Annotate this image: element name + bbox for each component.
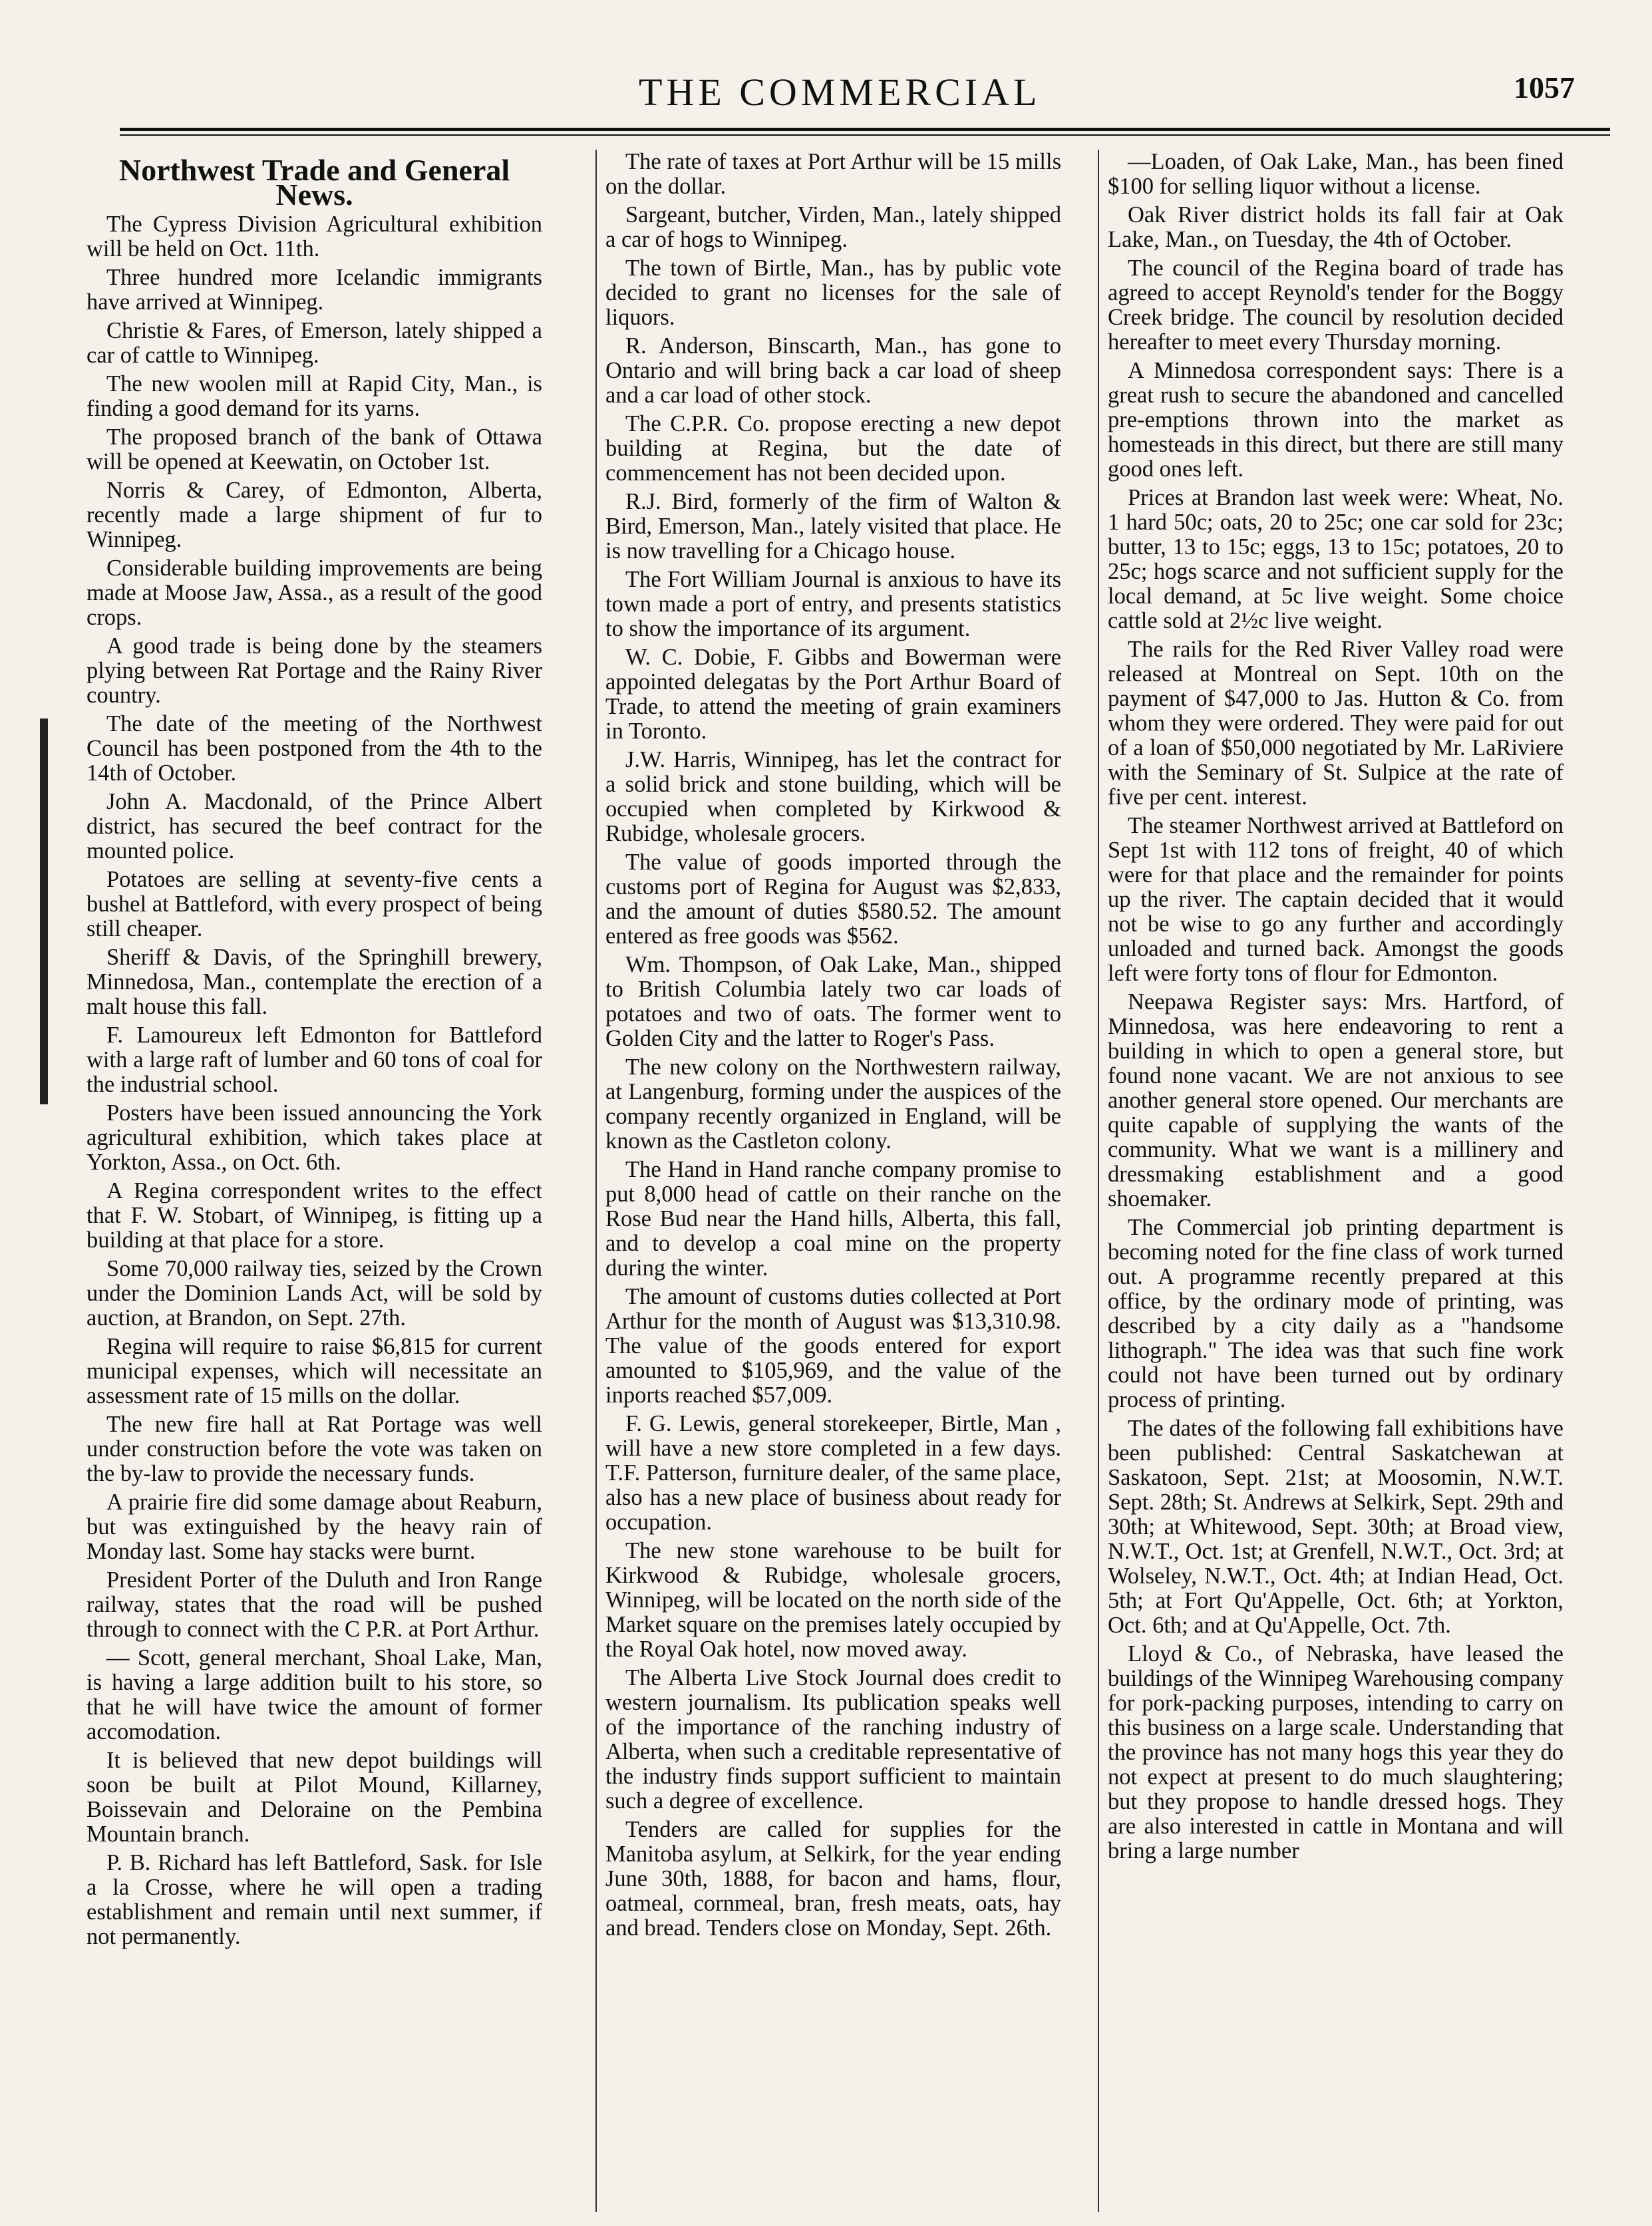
news-item: Considerable building improvements are being made at Moose Jaw, Assa., as a result of the good crops. xyxy=(86,556,542,630)
masthead xyxy=(0,0,1652,133)
news-item: Neepawa Register says: Mrs. Hartford, of Minnedosa, was here endeavoring to rent a building in which to open a general store, but found none vacant. We are not anxious to see another general store opened. Our merchants are quite capable of supplying the wants of the community. What we want is a millinery and dressmaking establishment and a good shoemaker. xyxy=(1108,989,1564,1211)
news-item: The value of goods imported through the customs port of Regina for August was $2,833, and the amount of duties $580.52. The amount entered as free goods was $562. xyxy=(605,850,1061,949)
news-item: President Porter of the Duluth and Iron Range railway, states that the road will be pushed through to connect with the C P.R. at Port Arthur. xyxy=(86,1567,542,1642)
news-item: R.J. Bird, formerly of the firm of Walton & Bird, Emerson, Man., lately visited that place. He is now travelling for a Chicago house. xyxy=(605,489,1061,563)
news-item: Tenders are called for supplies for the Manitoba asylum, at Selkirk, for the year ending June 30th, 1888, for bacon and hams, flour, oatmeal, cornmeal, bran, fresh meats, oats, hay and bread. Tenders close on Monday, Sept. 26th. xyxy=(605,1817,1061,1941)
news-item: The dates of the following fall exhibitions have been published: Central Saskatchewan at Saskatoon, Sept. 21st; at Moosomin, N.W.T. Sept. 28th; St. Andrews at Selkirk, Sept. 29th and 30th; at Whitewood, Sept. 30th; at Broad view, N.W.T., Oct. 1st; at Grenfell, N.W.T., Oct. 3rd; at Wolseley, N.W.T., Oct. 4th; at Indian Head, Oct. 5th; at Fort Qu'Appelle, Oct. 6th; at Yorkton, Oct. 6th; and at Qu'Appelle, Oct. 7th. xyxy=(1108,1416,1564,1638)
news-item: F. Lamoureux left Edmonton for Battleford with a large raft of lumber and 60 tons of coal for the industrial school. xyxy=(86,1023,542,1097)
news-item: The council of the Regina board of trade has agreed to accept Reynold's tender for the Boggy Creek bridge. The council by resolution decided hereafter to meet every Thursday morning. xyxy=(1108,255,1564,355)
news-item: Norris & Carey, of Edmonton, Alberta, recently made a large shipment of fur to Winnipeg. xyxy=(86,478,542,552)
news-item: —Loaden, of Oak Lake, Man., has been fined $100 for selling liquor without a license. xyxy=(1108,150,1564,199)
news-item: John A. Macdonald, of the Prince Albert district, has secured the beef contract for the mounted police. xyxy=(86,789,542,864)
newspaper-title: THE COMMERCIAL xyxy=(639,71,1041,114)
news-item: R. Anderson, Binscarth, Man., has gone to Ontario and will bring back a car load of sheep and a car load of other stock. xyxy=(605,333,1061,408)
news-item: The new colony on the Northwestern railway, at Langenburg, forming under the auspices of the company recently organized in England, will be known as the Castleton colony. xyxy=(605,1054,1061,1154)
column-divider xyxy=(1098,150,1099,2212)
page-number: 1057 xyxy=(1514,71,1575,104)
section-heading: Northwest Trade and General News. xyxy=(118,153,510,212)
news-item: Potatoes are selling at seventy-five cents a bushel at Battleford, with every prospect of being still cheaper. xyxy=(86,867,542,941)
news-item: Oak River district holds its fall fair at Oak Lake, Man., on Tuesday, the 4th of October. xyxy=(1108,202,1564,252)
news-item: Prices at Brandon last week were: Wheat, No. 1 hard 50c; oats, 20 to 25c; one car sold for 23c; butter, 13 to 15c; eggs, 13 to 15c; potatoes, 20 to 25c; hogs scarce and not sufficient supply for the local demand, at 5c live weight. Some choice cattle sold at 2½c live weight. xyxy=(1108,485,1564,633)
news-item: The new stone warehouse to be built for Kirkwood & Rubidge, wholesale grocers, Winnipeg, will be located on the north side of the Market square on the premises lately occupied by the Royal Oak hotel, now moved away. xyxy=(605,1538,1061,1662)
news-item: A Regina correspondent writes to the effect that F. W. Stobart, of Winnipeg, is fitting up a building at that place for a store. xyxy=(86,1178,542,1253)
news-item: The rails for the Red River Valley road were released at Montreal on Sept. 10th on the payment of $47,000 to Jas. Hutton & Co. from whom they were ordered. They were paid for out of a loan of $50,000 negotiated by Mr. LaRiviere with the Seminary of St. Sulpice at the rate of five per cent. interest. xyxy=(1108,637,1564,810)
news-item: Lloyd & Co., of Nebraska, have leased the buildings of the Winnipeg Warehousing company for pork-packing purposes, intending to carry on this business on a large scale. Understanding that the province has not many hogs this year they do not expect at present to do much slaughtering; but they propose to handle dressed hogs. They are also interested in cattle in Montana and will bring a large number xyxy=(1108,1641,1564,1863)
news-item: The proposed branch of the bank of Ottawa will be opened at Keewatin, on October 1st. xyxy=(86,424,542,474)
news-item: The Hand in Hand ranche company promise to put 8,000 head of cattle on their ranche on the Rose Bud near the Hand hills, Alberta, this fall, and to develop a coal mine on the property during the winter. xyxy=(605,1157,1061,1281)
column-3 xyxy=(1108,150,1564,2212)
news-item: The date of the meeting of the Northwest Council has been postponed from the 4th to the 14th of October. xyxy=(86,711,542,786)
news-item: The Commercial job printing department is becoming noted for the fine class of work turned out. A programme recently prepared at this office, by the ordinary mode of printing, was described by a city daily as a "handsome lithograph." The idea was that such fine work could not have been turned out by ordinary process of printing. xyxy=(1108,1215,1564,1412)
masthead-rule-thick xyxy=(120,128,1610,131)
column-2 xyxy=(605,150,1061,2212)
news-item: The Fort William Journal is anxious to have its town made a port of entry, and presents statistics to show the importance of its argument. xyxy=(605,567,1061,641)
news-item: Sargeant, butcher, Virden, Man., lately shipped a car of hogs to Winnipeg. xyxy=(605,202,1061,252)
news-item: A Minnedosa correspondent says: There is a great rush to secure the abandoned and cancelled pre-emptions thrown into the market as homesteads in this direct, but there are still many good ones left. xyxy=(1108,358,1564,482)
news-item: F. G. Lewis, general storekeeper, Birtle, Man , will have a new store completed in a few days. T.F. Patterson, furniture dealer, of the same place, also has a new place of business about ready for occupation. xyxy=(605,1411,1061,1535)
news-item: The new woolen mill at Rapid City, Man., is finding a good demand for its yarns. xyxy=(86,371,542,421)
column-1-body xyxy=(86,212,542,1949)
column-3-body xyxy=(1108,150,1564,1863)
news-item: The steamer Northwest arrived at Battleford on Sept 1st with 112 tons of freight, 40 of which were for that place and the remainder for points up the river. The captain decided that it would not be wise to go any further and accordingly unloaded and turned back. Amongst the goods left were forty tons of flour for Edmonton. xyxy=(1108,813,1564,986)
news-item: Regina will require to raise $6,815 for current municipal expenses, which will necessitate an assessment rate of 15 mills on the dollar. xyxy=(86,1334,542,1408)
news-item: It is believed that new depot buildings will soon be built at Pilot Mound, Killarney, Boissevain and Deloraine on the Pembina Mountain branch. xyxy=(86,1748,542,1847)
news-item: The Alberta Live Stock Journal does credit to western journalism. Its publication speaks well of the importance of the ranching industry of Alberta, when such a creditable representative of the industry finds support sufficient to maintain such a degree of excellence. xyxy=(605,1665,1061,1814)
news-item: Posters have been issued announcing the York agricultural exhibition, which takes place at Yorkton, Assa., on Oct. 6th. xyxy=(86,1100,542,1175)
news-item: The C.P.R. Co. propose erecting a new depot building at Regina, but the date of commencement has not been decided upon. xyxy=(605,411,1061,486)
column-divider xyxy=(595,150,597,2212)
news-item: Sheriff & Davis, of the Springhill brewery, Minnedosa, Man., contemplate the erection of a malt house this fall. xyxy=(86,945,542,1019)
news-item: J.W. Harris, Winnipeg, has let the contract for a solid brick and stone building, which will be occupied when completed by Kirkwood & Rubidge, wholesale grocers. xyxy=(605,747,1061,846)
column-1 xyxy=(86,150,542,2212)
margin-scan-mark xyxy=(40,718,48,1104)
news-item: The new fire hall at Rat Portage was well under construction before the vote was taken on the by-law to provide the necessary funds. xyxy=(86,1412,542,1486)
news-item: The rate of taxes at Port Arthur will be 15 mills on the dollar. xyxy=(605,150,1061,199)
news-item: W. C. Dobie, F. Gibbs and Bowerman were appointed delegatas by the Port Arthur Board of Trade, to attend the meeting of grain examiners in Toronto. xyxy=(605,645,1061,744)
news-item: Wm. Thompson, of Oak Lake, Man., shipped to British Columbia lately two car loads of potatoes and two of oats. The former went to Golden City and the latter to Roger's Pass. xyxy=(605,952,1061,1051)
news-item: Three hundred more Icelandic immigrants have arrived at Winnipeg. xyxy=(86,265,542,315)
masthead-rule-thin xyxy=(120,134,1610,136)
news-item: — Scott, general merchant, Shoal Lake, Man, is having a large addition built to his store, so that he will have twice the amount of former accomodation. xyxy=(86,1645,542,1744)
news-item: A prairie fire did some damage about Reaburn, but was extinguished by the heavy rain of Monday last. Some hay stacks were burnt. xyxy=(86,1490,542,1564)
news-item: Some 70,000 railway ties, seized by the Crown under the Dominion Lands Act, will be sold by auction, at Brandon, on Sept. 27th. xyxy=(86,1256,542,1331)
news-item: Christie & Fares, of Emerson, lately shipped a car of cattle to Winnipeg. xyxy=(86,318,542,368)
news-item: The amount of customs duties collected at Port Arthur for the month of August was $13,310.98. The value of the goods entered for export amounted to $105,969, and the value of the inports reached $57,009. xyxy=(605,1284,1061,1408)
news-item: The town of Birtle, Man., has by public vote decided to grant no licenses for the sale of liquors. xyxy=(605,255,1061,330)
news-item: The Cypress Division Agricultural exhibition will be held on Oct. 11th. xyxy=(86,212,542,261)
news-item: P. B. Richard has left Battleford, Sask. for Isle a la Crosse, where he will open a trading establishment and remain until next summer, if not permanently. xyxy=(86,1850,542,1949)
column-2-body xyxy=(605,150,1061,1941)
news-item: A good trade is being done by the steamers plying between Rat Portage and the Rainy River country. xyxy=(86,633,542,708)
